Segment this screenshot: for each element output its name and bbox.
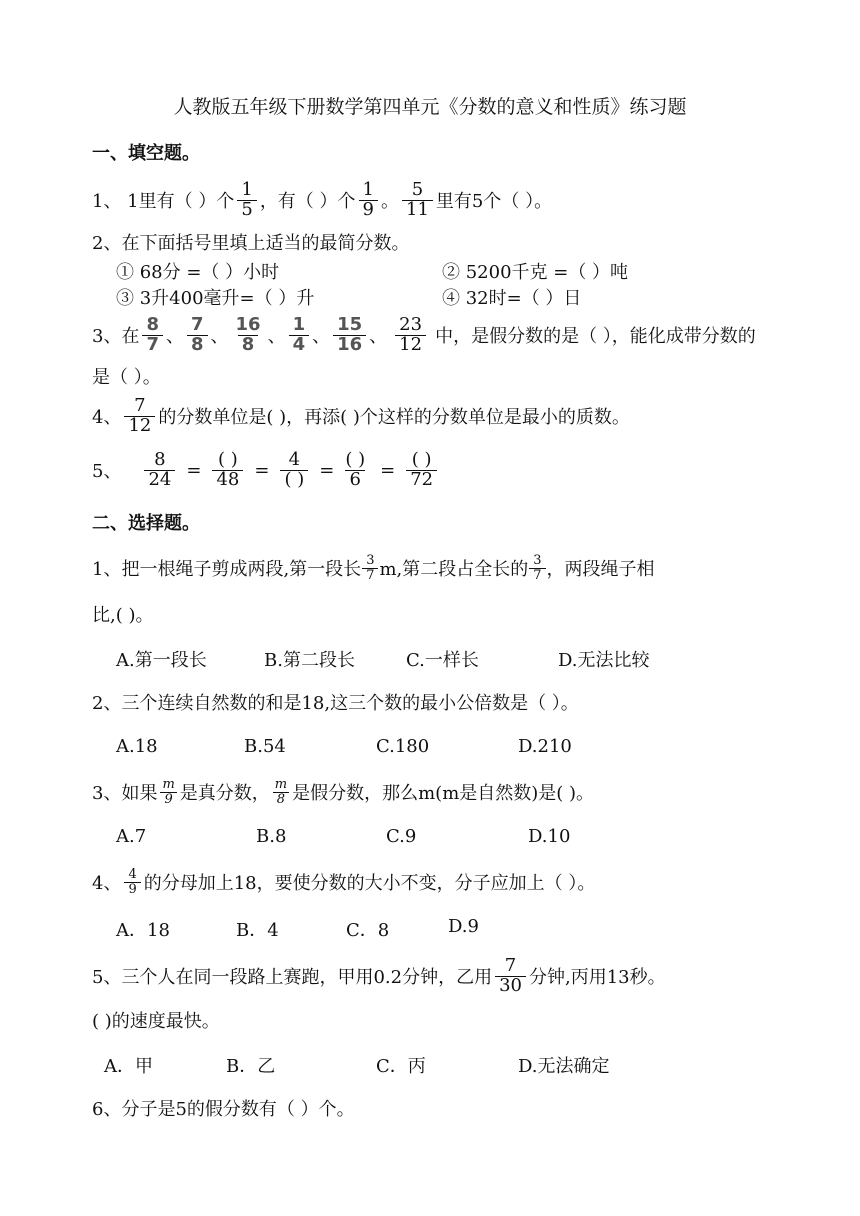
separator: 、: [312, 326, 331, 347]
numerator: 8: [146, 313, 159, 335]
choice-q5-option-b: B．乙: [226, 1056, 276, 1077]
separator: 、: [165, 326, 184, 347]
text: 。: [381, 191, 399, 212]
choice-question-2: 2、三个连续自然数的和是18,这三个数的最小公倍数是（ ）。: [92, 693, 579, 714]
denominator: 12: [124, 416, 155, 436]
fraction: [529, 554, 545, 582]
text: 4、: [92, 873, 122, 894]
numerator: 1: [362, 178, 374, 200]
choice-q3-option-d: D.10: [528, 826, 571, 847]
choice-question-5: [92, 952, 800, 1000]
fill-question-3: [92, 310, 800, 360]
denominator: 48: [212, 470, 243, 490]
denominator: 6: [345, 470, 364, 490]
numerator: m: [274, 776, 288, 792]
choice-q1-option-b: B.第二段长: [264, 650, 355, 671]
text: m,第二段占全长的: [379, 559, 529, 580]
equals: =: [380, 459, 396, 481]
fraction: [212, 448, 243, 490]
separator: 、: [210, 326, 229, 347]
fraction: [144, 448, 175, 490]
choice-q2-option-b: B.54: [244, 736, 286, 757]
text: 5、: [92, 461, 122, 482]
denominator: 9: [359, 200, 378, 220]
separator: 、: [369, 326, 388, 347]
choice-q1-option-d: D.无法比较: [558, 650, 650, 671]
choice-q3-option-b: B.8: [256, 826, 287, 847]
numerator: 4: [128, 866, 137, 882]
numerator: 1: [241, 178, 253, 200]
text: 4、: [92, 407, 122, 428]
fill-q2-item-d: ④ 32时=（ ）日: [442, 288, 582, 309]
text: 分钟,丙用13秒。: [528, 967, 666, 988]
choice-question-1-cont: 比,( )。: [92, 605, 154, 626]
choice-q1-option-a: A.第一段长: [116, 650, 207, 671]
fraction: [359, 178, 378, 220]
denominator: ( ): [280, 470, 308, 490]
fraction: [232, 313, 265, 355]
numerator: 7: [504, 954, 517, 976]
denominator: 4: [289, 335, 310, 355]
equals: =: [254, 459, 270, 481]
choice-q3-option-c: C.9: [386, 826, 417, 847]
fill-question-5: [92, 444, 800, 496]
fraction: [333, 313, 366, 355]
section-fill-heading: 一、填空题。: [92, 143, 200, 164]
text: 1、 1里有（ ）个: [92, 191, 235, 212]
equals: =: [319, 459, 335, 481]
fraction: [362, 554, 378, 582]
equals: =: [186, 459, 202, 481]
numerator: 3: [533, 552, 542, 568]
numerator: 7: [134, 394, 146, 416]
denominator: 7: [142, 335, 163, 355]
fill-question-3-cont: 是（ ）。: [92, 367, 161, 388]
denominator: 5: [237, 200, 256, 220]
numerator: ( ): [411, 448, 432, 470]
denominator: 72: [406, 470, 437, 490]
denominator: 7: [362, 568, 378, 583]
denominator: 8: [187, 335, 208, 355]
denominator: 8: [238, 335, 259, 355]
denominator: 9: [160, 792, 176, 807]
numerator: 3: [366, 552, 375, 568]
fraction: [124, 868, 140, 896]
fill-q2-item-a: ① 68分 =（ ）小时: [116, 262, 280, 283]
text: 是假分数，那么m(m是自然数)是( )。: [292, 783, 595, 804]
numerator: 4: [288, 448, 301, 470]
choice-q4-option-c: C．8: [346, 920, 390, 941]
choice-q2-option-d: D.210: [518, 736, 572, 757]
numerator: ( ): [218, 448, 238, 470]
text: 3、如果: [92, 783, 158, 804]
choice-q4-option-a: A．18: [116, 920, 170, 941]
fraction: [158, 778, 178, 806]
denominator: 30: [495, 976, 526, 996]
denominator: 7: [529, 568, 545, 583]
numerator: 8: [154, 448, 166, 470]
fraction: [402, 178, 433, 220]
numerator: ( ): [345, 448, 366, 470]
choice-q5-option-d: D.无法确定: [518, 1056, 610, 1077]
choice-question-5-cont: ( )的速度最快。: [92, 1011, 220, 1032]
choice-q5-option-a: A．甲: [104, 1056, 153, 1077]
fraction: [341, 448, 369, 490]
fraction: [124, 394, 155, 436]
text: 的分数单位是( )，再添( )个这样的分数单位是最小的质数。: [158, 407, 630, 428]
numerator: m: [162, 776, 175, 792]
fill-question-2: 2、在下面括号里填上适当的最简分数。: [92, 233, 410, 254]
choice-q5-option-c: C．丙: [376, 1056, 426, 1077]
numerator: 15: [337, 313, 363, 335]
choice-q4-option-d: D.9: [448, 916, 479, 937]
section-choice-heading: 二、选择题。: [92, 513, 200, 534]
fraction: [142, 313, 163, 355]
text: ，有（ ）个: [259, 191, 356, 212]
numerator: 5: [411, 178, 424, 200]
text: 3、在: [92, 326, 140, 347]
denominator: 8: [273, 792, 289, 807]
numerator: 23: [399, 313, 423, 335]
text: ，两段绳子相: [546, 559, 655, 580]
choice-question-4: [92, 862, 800, 902]
text: 的分母加上18，要使分数的大小不变，分子应加上（ ）。: [143, 873, 596, 894]
choice-q2-option-c: C.180: [376, 736, 430, 757]
fraction: [237, 178, 256, 220]
denominator: 9: [124, 882, 140, 897]
fill-q2-item-c: ③ 3升400毫升=（ ）升: [116, 288, 315, 309]
fraction: [406, 448, 437, 490]
numerator: 1: [292, 313, 306, 335]
fraction: [280, 448, 308, 490]
denominator: 16: [333, 335, 366, 355]
denominator: 24: [144, 470, 175, 490]
numerator: 7: [190, 313, 204, 335]
fraction: [289, 313, 310, 355]
fraction: [271, 778, 291, 806]
text: 5、三个人在同一段路上赛跑，甲用0.2分钟，乙用: [92, 967, 493, 988]
choice-q4-option-b: B．4: [236, 920, 279, 941]
denominator: 12: [395, 335, 426, 355]
text: 1、把一根绳子剪成两段,第一段长: [92, 559, 362, 580]
separator: 、: [267, 326, 286, 347]
choice-question-6: 6、分子是5的假分数有（ ）个。: [92, 1099, 355, 1120]
choice-q3-option-a: A.7: [116, 826, 147, 847]
denominator: 11: [402, 200, 433, 220]
choice-question-3: [92, 772, 800, 812]
fraction: [395, 313, 426, 355]
choice-q2-option-a: A.18: [116, 736, 158, 757]
text: 是真分数，: [179, 783, 270, 804]
fill-question-4: [92, 392, 800, 440]
fill-q2-item-b: ② 5200千克 =（ ）吨: [442, 262, 629, 283]
text: 中，是假分数的是（ ），能化成带分数的: [435, 326, 756, 347]
fill-question-1: [92, 176, 800, 224]
fraction: [495, 954, 526, 996]
fraction: [187, 313, 208, 355]
choice-q1-option-c: C.一样长: [406, 650, 479, 671]
choice-question-1: [92, 548, 800, 588]
text: 里有5个（ ）。: [435, 191, 553, 212]
numerator: 16: [235, 313, 261, 335]
page-title: 人教版五年级下册数学第四单元《分数的意义和性质》练习题: [173, 96, 687, 118]
